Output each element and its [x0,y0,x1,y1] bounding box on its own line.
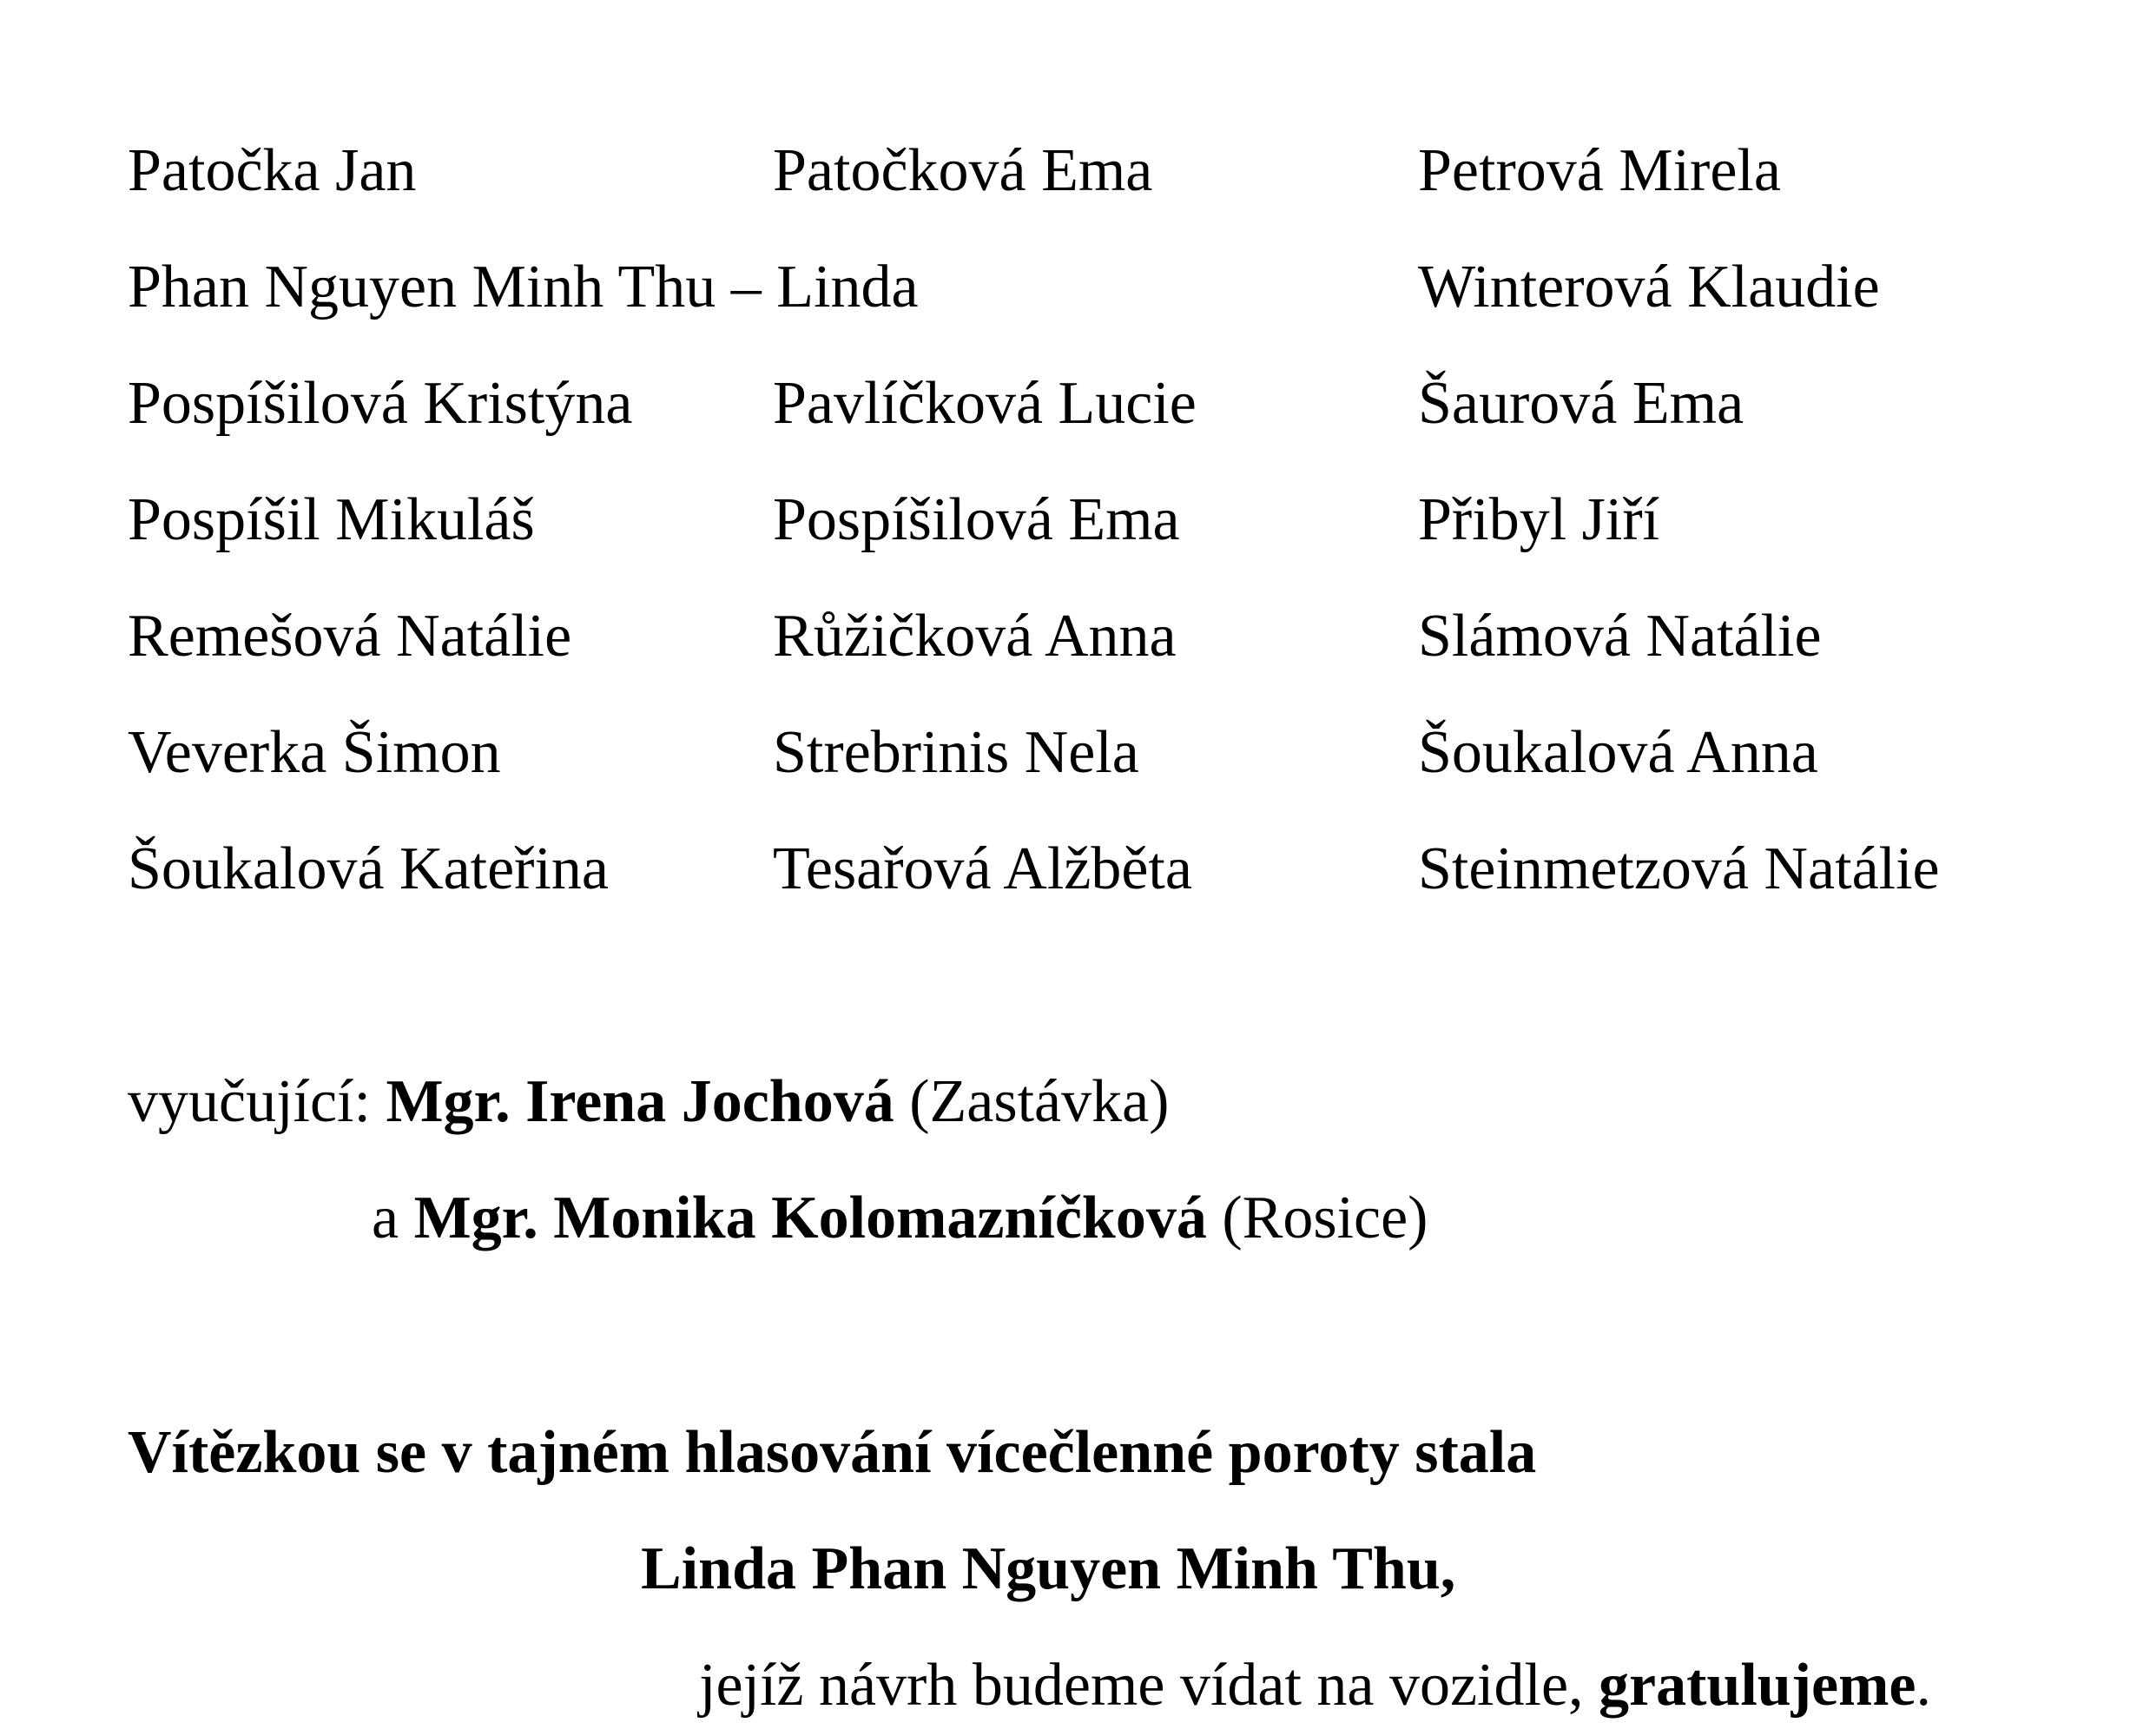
teacher-1-name: Mgr. Irena Jochová [386,1068,894,1135]
winner-announcement: Vítězkou se v tajném hlasování vícečlenné poroty stala [128,1419,1537,1486]
name-cell: Šoukalová Kateřina [128,835,609,902]
name-cell: Pospíšilová Kristýna [128,370,633,437]
name-cell: Petrová Mirela [1418,137,1781,204]
winner-congrats [699,1652,1931,1719]
name-cell: Winterová Klaudie [1418,254,1880,320]
teacher-2-place: (Rosice) [1206,1185,1428,1251]
name-cell: Phan Nguyen Minh Thu – Linda [128,254,919,320]
name-cell: Remešová Natálie [128,603,572,670]
name-cell: Steinmetzová Natálie [1418,835,1940,902]
name-cell: Přibyl Jiří [1418,486,1660,553]
name-cell: Pavlíčková Lucie [773,370,1197,437]
teachers-line-2 [372,1185,1428,1251]
winner-congrats-text: jejíž návrh budeme vídat na vozidle, [699,1652,1599,1719]
name-cell: Růžičková Anna [773,603,1177,670]
name-cell: Slámová Natálie [1418,603,1822,670]
teacher-2-name: Mgr. Monika Kolomazníčková [413,1185,1207,1251]
name-cell: Tesařová Alžběta [773,835,1192,902]
name-cell: Šaurová Ema [1418,370,1744,437]
name-cell: Patočka Jan [128,137,417,204]
name-cell: Veverka Šimon [128,719,501,786]
name-cell: Šoukalová Anna [1418,719,1818,786]
name-cell: Strebrinis Nela [773,719,1139,786]
name-cell: Pospíšilová Ema [773,486,1180,553]
winner-name: Linda Phan Nguyen Minh Thu, [641,1535,1456,1602]
name-cell: Patočková Ema [773,137,1153,204]
teacher-1-place: (Zastávka) [894,1068,1170,1135]
name-cell: Pospíšil Mikuláš [128,486,535,553]
congrats-word: gratulujeme [1599,1652,1916,1719]
teachers-label: vyučující: [128,1068,386,1135]
teachers-connector: a [372,1185,414,1251]
teachers-line-1 [128,1068,1170,1135]
winner-congrats-end: . [1916,1652,1931,1719]
